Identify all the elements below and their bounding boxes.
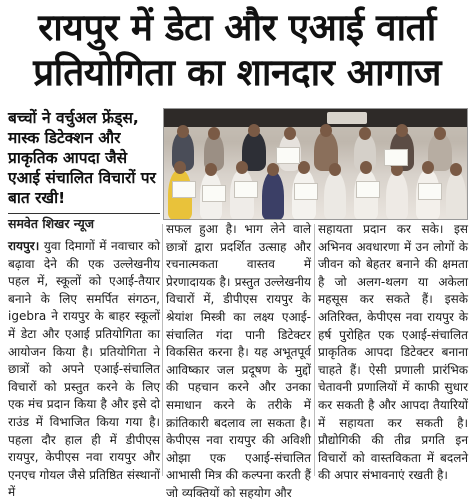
photo-banner-logo (327, 112, 367, 124)
photo-student-head (236, 161, 248, 174)
headline-line-2: प्रतियोगिता का शानदार आगाज (33, 51, 441, 94)
photo-student (386, 171, 408, 220)
article-dateline: रायपुर। (8, 239, 40, 253)
certificate (418, 183, 442, 200)
headline-line-1: रायपुर में डेटा और एआई वार्ता (38, 6, 436, 49)
certificate (356, 181, 380, 198)
headline (0, 6, 474, 96)
article-column-1 (8, 238, 160, 502)
photo-student-head (360, 161, 372, 174)
photo-student-head (205, 163, 217, 176)
photo-student-head (450, 163, 462, 176)
photo-person-head (177, 125, 189, 138)
photo-backdrop-banner (164, 109, 467, 127)
column-divider (162, 224, 163, 476)
article-column-3: सहायता प्रदान कर सके। इस अभिनव अवधारणा में उन लोगों के जीवन को बेहतर बनाने की क्षमता है जो अलग-थलग या अकेला महसूस कर सकते हैं। इसके अतिरिक्त, केपीएस नवा रायपुर के हर्ष पुरोहित एक एआई-संचालित प्राकृतिक आपदा डिटेक्टर बनाना चाहते हैं। ऐसी प्रणाली प्रारंभिक चेतावनी प्रणालियों में काफी सुधार कर सकती है और आपदा तैयारियों में सहायता कर सकती है। प्रौद्योगिकी की तीव्र प्रगति इन विचारों को वास्तविकता में बदलने की अपार संभावनाएं रखती है। (318, 222, 468, 483)
photo-student-head (174, 161, 186, 174)
column-divider (314, 224, 315, 476)
byline: समवेत शिखर न्यूज (8, 213, 160, 232)
photo-student-head (422, 161, 434, 174)
photo-person-head (320, 124, 332, 137)
certificate (234, 181, 258, 198)
certificate (172, 181, 196, 198)
certificate (384, 149, 408, 166)
certificate (276, 147, 300, 164)
photo-person-head (396, 124, 408, 137)
certificate (202, 185, 226, 202)
photo-person-head (359, 127, 371, 140)
photo-student (324, 171, 346, 220)
photo-person-head (434, 127, 446, 140)
certificate (294, 183, 318, 200)
photo-student-head (329, 163, 341, 176)
article-column-2: सफल हुआ है। भाग लेने वाले छात्रों द्वारा प्रदर्शित उत्साह और रचनात्मकता वास्तव में प्रेरणादायक है। प्रस्तुत उल्लेखनीय विचारों में, डीपीएस रायपुर के श्रेयांश मिस्त्री का लक्ष्य एआई-संचालित गंदा पानी डिटेक्टर विकसित करना है। यह अभूतपूर्व आविष्कार जल प्रदूषण के मुद्दों की पहचान करने और उनका समाधान करने के तरीके में क्रांतिकारी बदलाव ला सकता है। केपीएस नवा रायपुर की अविशी ओझा एक एआई-संचालित आभासी मित्र की कल्पना करती हैं जो व्यक्तियों को सहयोग और (166, 222, 311, 500)
photo-person-head (248, 124, 260, 137)
photo-student (446, 171, 466, 220)
photo-student-head (267, 163, 279, 176)
photo-person-head (284, 127, 296, 140)
photo-person-head (208, 127, 220, 140)
article-column-1-text: युवा दिमागों में नवाचार को बढ़ावा देने की एक उल्लेखनीय पहल में, स्कूलों को एआई-तैयार बनाने के लिए समर्पित संगठन, igebra ने रायपुर के बाहर स्कूलों में डेटा और एआई प्रतियोगिता का आयोजन किया है। प्रतियोगिता ने छात्रों को अपने एआई-संचालित विचारों को प्रस्तुत करने के लिए एक मंच प्रदान किया है और इसे दो राउंड में विभाजित किया गया है। पहला दौर हाल ही में डीपीएस रायपुर, केपीएस नवा रायपुर और एनएच गोयल जैसे प्रतिष्ठित संस्थानों में (8, 239, 160, 500)
group-photo (163, 108, 468, 220)
sub-headline: बच्चों ने वर्चुअल फ्रेंड्स, मास्क डिटेक्शन और प्राकृतिक आपदा जैसे एआई संचालित विचारों पर बात रखी! (8, 109, 156, 207)
photo-student (262, 171, 284, 220)
